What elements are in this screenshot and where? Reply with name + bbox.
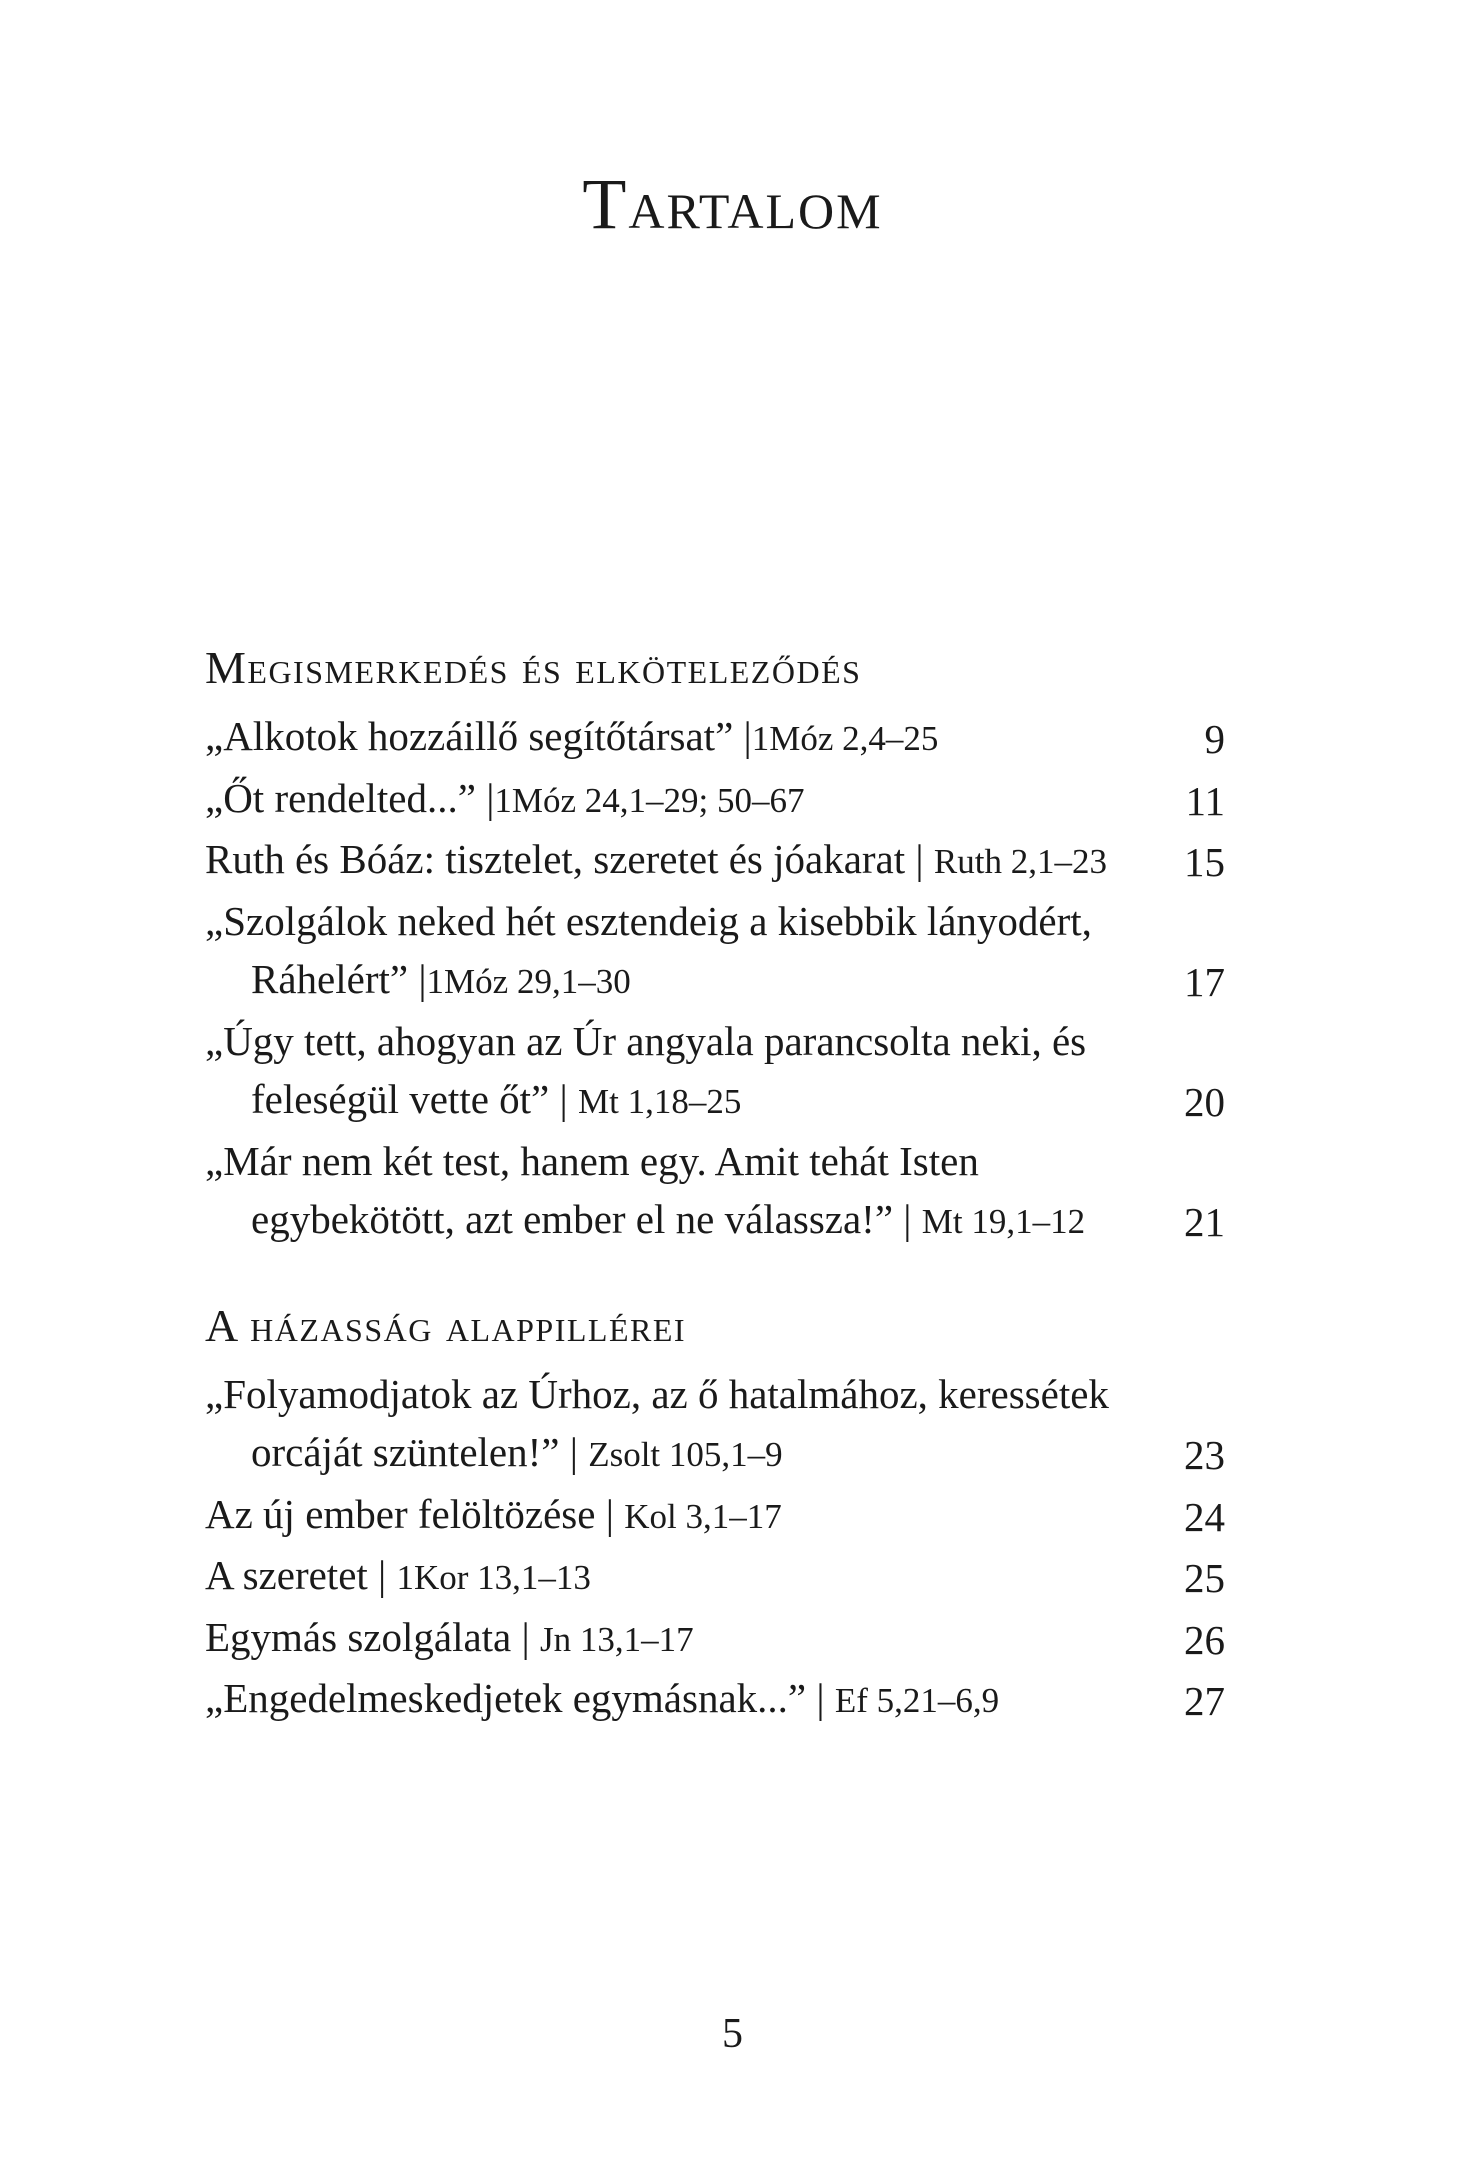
page-number: 9 <box>1204 716 1225 763</box>
toc-section-1 <box>205 640 1225 1252</box>
entry-title: „Őt rendelted...” <box>205 774 476 821</box>
separator: | <box>905 836 934 883</box>
page-number: 11 <box>1185 777 1225 824</box>
page-number: 23 <box>1184 1432 1225 1479</box>
bible-reference: Zsolt 105,1–9 <box>588 1435 783 1475</box>
entry-title: A szeretet <box>205 1552 368 1599</box>
separator: | <box>367 1552 397 1599</box>
toc-entry[interactable] <box>205 1669 1225 1731</box>
page-number: 24 <box>1184 1493 1225 1540</box>
table-of-contents <box>205 640 1225 1777</box>
separator: | <box>559 1429 589 1476</box>
bible-reference: Ef 5,21–6,9 <box>834 1681 1000 1721</box>
entry-title: Az új ember felöltözése <box>205 1490 596 1537</box>
bible-reference: 1Móz 24,1–29; 50–67 <box>494 780 805 820</box>
entry-title: „Már nem két test, hanem egy. Amit tehát Isten egybekötött, azt ember el ne válassza!” <box>205 1137 979 1243</box>
section-heading: Megismerkedés és elköteleződés <box>205 642 862 693</box>
entry-title: „Szolgálok neked hét esztendeig a kisebbik lányodért, Ráhelért” <box>205 897 1092 1003</box>
separator: | <box>475 774 495 821</box>
toc-entry[interactable] <box>205 830 1225 892</box>
toc-entry[interactable] <box>205 1608 1225 1670</box>
entry-title: „Úgy tett, ahogyan az Úr angyala parancsolta neki, és feleségül vette őt” <box>205 1017 1087 1123</box>
toc-entry[interactable] <box>205 1485 1225 1547</box>
bible-reference: Mt 1,18–25 <box>577 1082 742 1122</box>
section-heading: A házasság alappillérei <box>205 1299 687 1351</box>
toc-entry[interactable] <box>205 1012 1225 1132</box>
separator: | <box>595 1490 625 1537</box>
bible-reference: 1Móz 2,4–25 <box>751 719 939 759</box>
separator: | <box>549 1076 578 1123</box>
toc-entry[interactable] <box>205 769 1225 831</box>
page-number: 17 <box>1184 959 1225 1006</box>
separator: | <box>806 1675 835 1722</box>
page-title: Tartalom <box>582 164 883 244</box>
bible-reference: Ruth 2,1–23 <box>933 842 1107 882</box>
toc-entry[interactable] <box>205 892 1225 1012</box>
entry-title: „Alkotok hozzáillő segítőtársat” <box>205 713 734 760</box>
toc-entry[interactable] <box>205 1132 1225 1252</box>
separator: | <box>733 713 752 760</box>
page-number: 26 <box>1184 1616 1225 1663</box>
toc-entry[interactable] <box>205 1365 1225 1485</box>
bible-reference: Mt 19,1–12 <box>921 1202 1086 1242</box>
separator: | <box>408 956 427 1003</box>
toc-section-2 <box>205 1298 1225 1731</box>
toc-entry[interactable] <box>205 707 1225 769</box>
page-number: 25 <box>1184 1555 1225 1602</box>
entry-title: Ruth és Bóáz: tisztelet, szeretet és jóakarat <box>205 836 906 883</box>
bible-reference: Kol 3,1–17 <box>624 1496 782 1536</box>
page-number: 27 <box>1184 1678 1225 1725</box>
page-number: 21 <box>1184 1199 1225 1246</box>
entry-title: „Folyamodjatok az Úrhoz, az ő hatalmához, keressétek orcáját szüntelen!” <box>205 1370 1109 1476</box>
bible-reference: 1Kor 13,1–13 <box>396 1558 591 1598</box>
toc-entry[interactable] <box>205 1546 1225 1608</box>
page-number: 20 <box>1184 1079 1225 1126</box>
bible-reference: 1Móz 29,1–30 <box>426 962 631 1002</box>
page-number: 15 <box>1184 839 1225 886</box>
folio-page-number: 5 <box>722 2011 743 2057</box>
bible-reference: Jn 13,1–17 <box>539 1619 694 1659</box>
separator: | <box>893 1196 922 1243</box>
separator: | <box>511 1613 540 1660</box>
entry-title: „Engedelmeskedjetek egymásnak...” <box>205 1675 807 1722</box>
entry-title: Egymás szolgálata <box>205 1613 512 1660</box>
